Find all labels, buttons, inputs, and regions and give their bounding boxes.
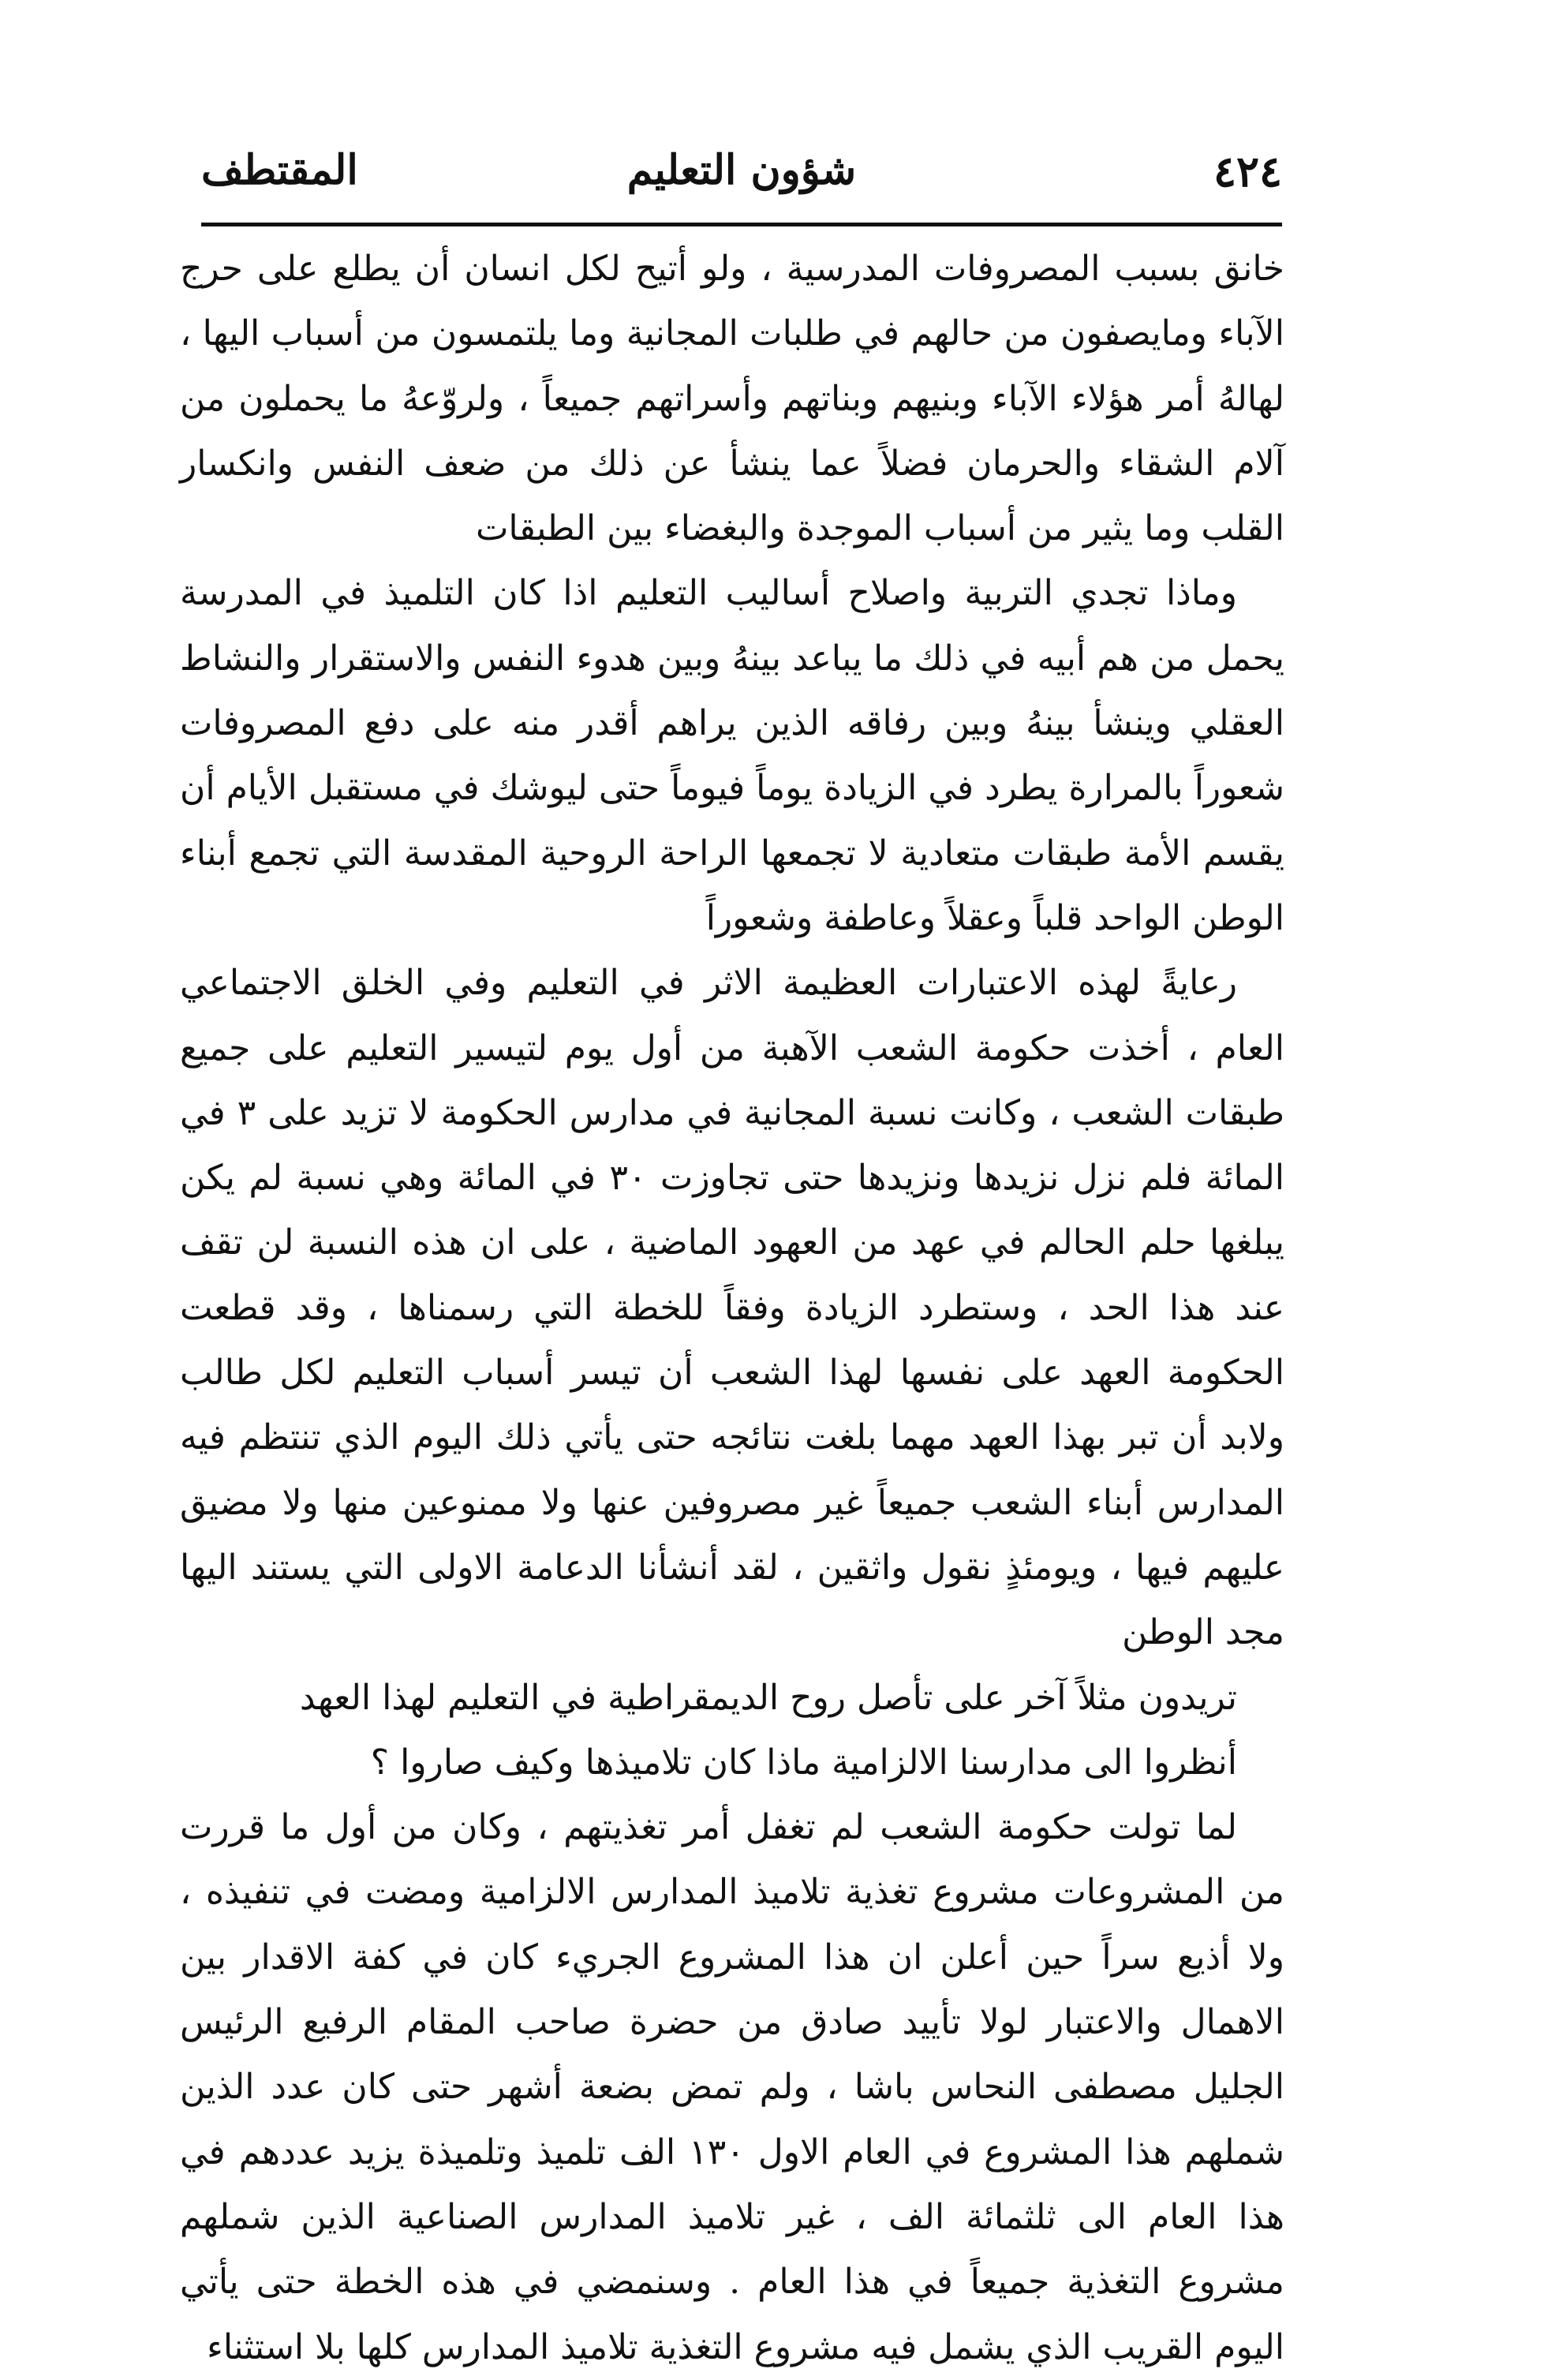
journal-name: المقتطف (201, 146, 358, 194)
paragraph-continued: خانق بسبب المصروفات المدرسية ، ولو أتيح لكل انسان أن يطلع على حرج الآباء ومايصفون من حالهم في طلبات المجانية وما يلتمسون من أسباب اليها ، لهالهُ أمر هؤلاء الآباء وبنيهم وبناتهم وأسراتهم جميعاً ، ولروّعهُ ما يحملون من آلام الشقاء والحرمان فضلاً عما ينشأ عن ذلك من ضعف النفس وانكسار القلب وما يثير من أسباب الموجدة والبغضاء بين الطبقات (180, 249, 1284, 549)
header-rule (201, 223, 1282, 226)
paragraph: تريدون مثلاً آخر على تأصل روح الديمقراطية في التعليم لهذا العهد (299, 1677, 1237, 1718)
paragraph: لما تولت حكومة الشعب لم تغفل أمر تغذيتهم ، وكان من أول ما قررت من المشروعات مشروع تغذية تلاميذ المدارس الالزامية ومضت في تنفيذه ، ولا أذيع سراً حين أعلن ان هذا المشروع الجريء كان في كفة الاقدار بين الاهمال والاعتبار لولا تأييد صادق من حضرة صاحب المقام الرفيع الرئيس الجليل مصطفى النحاس باشا ، ولم تمض بضعة أشهر حتى كان عدد الذين شملهم هذا المشروع في العام الاول ١٣٠ الف تلميذ وتلميذة يزيد عددهم في هذا العام الى ثلثمائة الف ، غير تلاميذ المدارس الصناعية الذين شملهم مشروع التغذية جميعاً في هذا العام . وسنمضي في هذه الخطة حتى يأتي اليوم القريب الذي يشمل فيه مشروع التغذية تلاميذ المدارس كلها بلا استثناء (180, 1807, 1284, 2367)
body-text (180, 237, 1284, 2380)
page-header (201, 146, 1282, 201)
paragraph: أنظروا الى مدارسنا الالزامية ماذا كان تلاميذها وكيف صاروا ؟ (370, 1742, 1237, 1783)
page-number: ٤٢٤ (1213, 146, 1282, 196)
paragraph: رعايةً لهذه الاعتبارات العظيمة الاثر في التعليم وفي الخلق الاجتماعي العام ، أخذت حكومة الشعب الآهبة من أول يوم لتيسير التعليم على جميع طبقات الشعب ، وكانت نسبة المجانية في مدارس الحكومة لا تزيد على ٣ في المائة فلم نزل نزيدها ونزيدها حتى تجاوزت ٣٠ في المائة وهي نسبة لم يكن يبلغها حلم الحالم في عهد من العهود الماضية ، على ان هذه النسبة لن تقف عند هذا الحد ، وستطرد الزيادة وفقاً للخطة التي رسمناها ، وقد قطعت الحكومة العهد على نفسها لهذا الشعب أن تيسر أسباب التعليم لكل طالب ولابد أن تبر بهذا العهد مهما بلغت نتائجه حتى يأتي ذلك اليوم الذي تنتظم فيه المدارس أبناء الشعب جميعاً غير مصروفين عنها ولا ممنوعين منها ولا مضيق عليهم فيها ، ويومئذٍ نقول واثقين ، لقد أنشأنا الدعامة الاولى التي يستند اليها مجد الوطن (180, 963, 1284, 1653)
running-title: شؤون التعليم (626, 146, 857, 194)
paragraph: وماذا تجدي التربية واصلاح أساليب التعليم اذا كان التلميذ في المدرسة يحمل من هم أبيه في ذلك ما يباعد بينهُ وبين هدوء النفس والاستقرار والنشاط العقلي وينشأ بينهُ وبين رفاقه الذين يراهم أقدر منه على دفع المصروفات شعوراً بالمرارة يطرد في الزيادة يوماً فيوماً حتى ليوشك في مستقبل الأيام أن يقسم الأمة طبقات متعادية لا تجمعها الراحة الروحية المقدسة التي تجمع أبناء الوطن الواحد قلباً وعقلاً وعاطفة وشعوراً (180, 573, 1284, 938)
